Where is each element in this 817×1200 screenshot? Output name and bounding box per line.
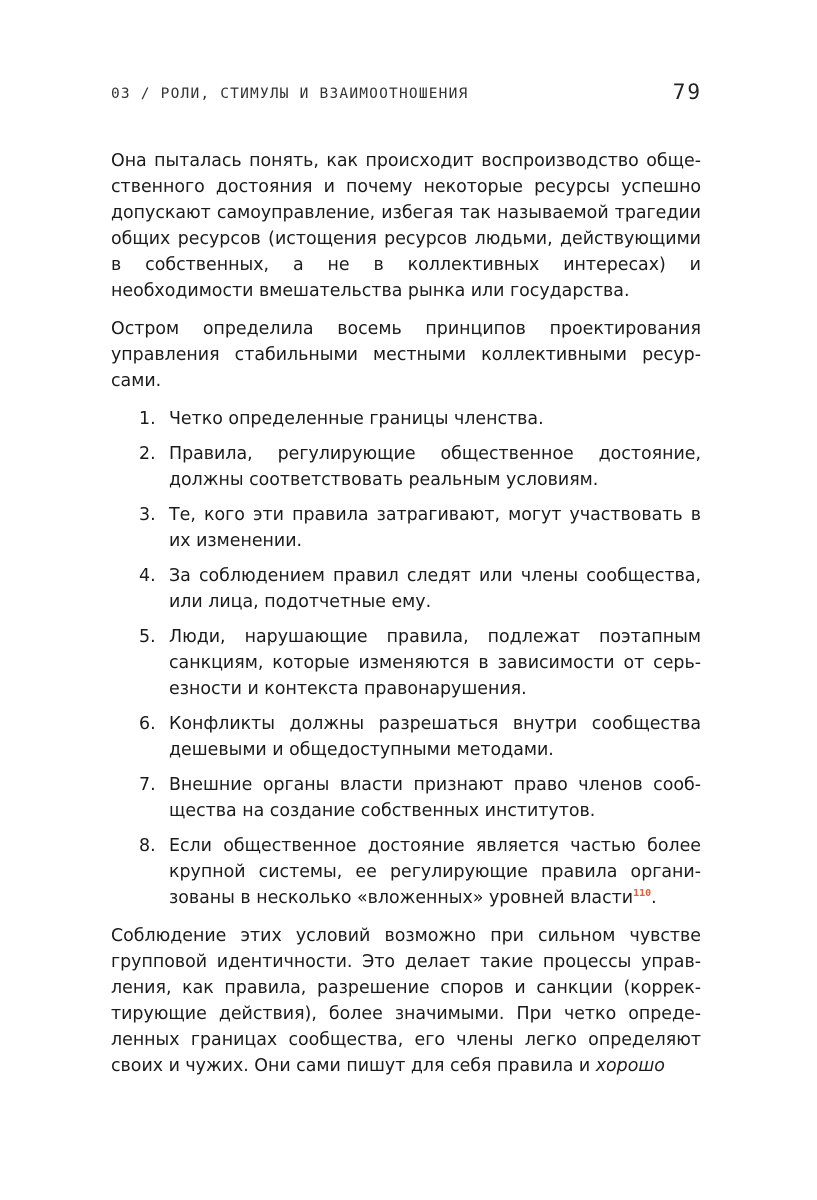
page-number: 79 bbox=[672, 80, 702, 104]
list-item-number: 3. bbox=[139, 505, 156, 525]
list-item-number: 8. bbox=[139, 836, 156, 856]
list-item-text: Если общественное достояние является частью более крупной системы, ее регулирующие правила организованы в несколько «вложенных» уровней власти bbox=[169, 836, 701, 908]
running-title: 03 / РОЛИ, СТИМУЛЫ И ВЗАИМООТНОШЕНИЯ bbox=[111, 86, 469, 102]
paragraph-2: Остром определила восемь принципов проектирования управления стабильными местными коллективными ресурсами. bbox=[111, 319, 701, 391]
list-item-text: Те, кого эти правила затрагивают, могут участвовать в их изменении. bbox=[169, 505, 701, 551]
list-item bbox=[111, 563, 701, 615]
list-item bbox=[111, 711, 701, 763]
footnote-reference[interactable]: 110 bbox=[633, 888, 652, 900]
list-item bbox=[111, 833, 701, 911]
list-item-text: За соблюдением правил следят или члены сообщества, или лица, подотчетные ему. bbox=[169, 566, 701, 612]
paragraph-3 bbox=[111, 923, 701, 1079]
list-item-number: 6. bbox=[139, 714, 156, 734]
body-text bbox=[111, 148, 701, 1091]
principles-list bbox=[111, 406, 701, 911]
list-item bbox=[111, 406, 701, 432]
list-item-text: Четко определенные границы членства. bbox=[169, 409, 544, 429]
list-item bbox=[111, 624, 701, 702]
list-item-number: 1. bbox=[139, 409, 156, 429]
list-item-text: Люди, нарушающие правила, подлежат поэтапным санкциям, которые изменяются в зависимости от серьезности и контекста правонарушения. bbox=[169, 627, 701, 699]
list-item-text: Конфликты должны разрешаться внутри сообщества дешевыми и общедоступными методами. bbox=[169, 714, 701, 760]
paragraph-3-italic: хорошо bbox=[595, 1056, 665, 1076]
list-item bbox=[111, 502, 701, 554]
list-item bbox=[111, 772, 701, 824]
paragraph-3-text: Соблюдение этих условий возможно при сильном чувстве групповой идентичности. Это делает такие процессы управления, как правила, разрешение споров и санкции (корректирующие действия), более значимыми. При четко определенных границах сообщества, его члены легко определяют своих и чужих. Они сами пишут для себя правила и bbox=[111, 926, 701, 1076]
list-item-text: Внешние органы власти признают право членов сообщества на создание собственных институтов. bbox=[169, 775, 701, 821]
list-item-number: 7. bbox=[139, 775, 156, 795]
list-item-number: 4. bbox=[139, 566, 156, 586]
list-item-text: Правила, регулирующие общественное достояние, должны соответствовать реальным условиям. bbox=[169, 444, 701, 490]
list-item bbox=[111, 441, 701, 493]
list-item-number: 5. bbox=[139, 627, 156, 647]
paragraph-1: Она пыталась понять, как происходит воспроизводство общественного достояния и почему некоторые ресурсы успешно допускают самоуправление, избегая так называемой трагедии общих ресурсов (истощения ресурсов людьми, действующими в собственных, а не в коллективных интересах) и необходимости вмешательства рынка или государства. bbox=[111, 151, 701, 301]
list-item-end-punctuation: . bbox=[651, 888, 657, 908]
list-item-number: 2. bbox=[139, 444, 156, 464]
